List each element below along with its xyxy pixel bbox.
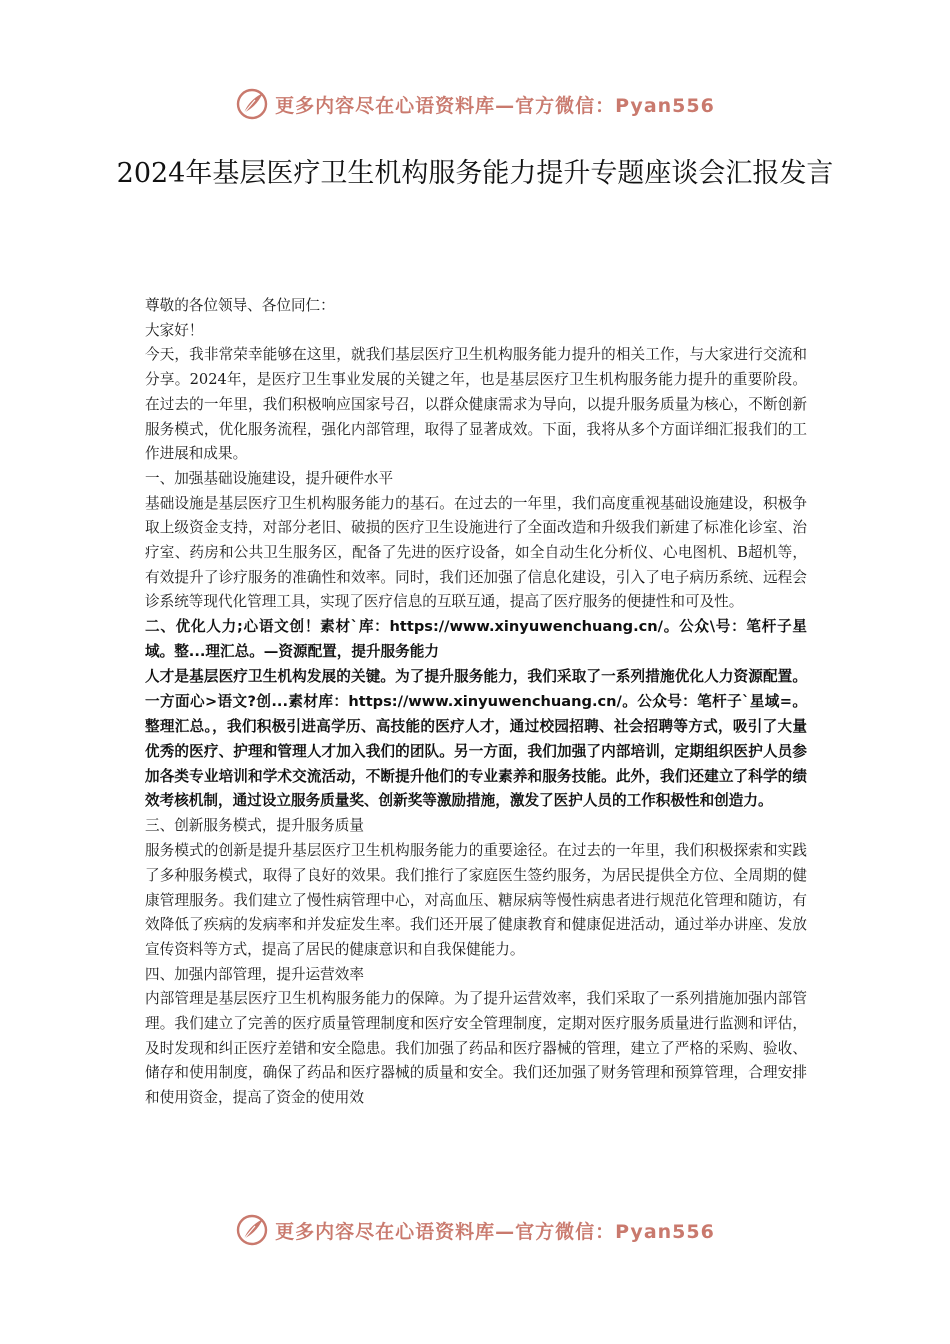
section-body-4: 内部管理是基层医疗卫生机构服务能力的保障。为了提升运营效率，我们采取了一系列措施加强内部管理。我们建立了完善的医疗质量管理制度和医疗安全管理制度，定期对医疗服务质量进行监测和评估，及时发现和纠正医疗差错和安全隐患。我们加强了药品和医疗器械的管理，建立了严格的采购、验收、储存和使用制度，确保了药品和医疗器械的质量和安全。我们还加强了财务管理和预算管理，合理安排和使用资金，提高了资金的使用效: [145, 990, 807, 1107]
section-heading-1: 一、加强基础设施建设，提升硬件水平: [145, 469, 394, 487]
greeting: 大家好！: [145, 321, 204, 339]
banner-text: 更多内容尽在心语资料库—官方微信：Pyan556: [275, 1220, 715, 1243]
footer-banner: [0, 1210, 950, 1250]
header-banner: [0, 84, 950, 124]
section-heading-3: 三、创新服务模式，提升服务质量: [145, 817, 364, 835]
section-heading-2: 二、优化人力;心语文创！素材`库：https://www.xinyuwenchuang.cn/。公众\号：笔杆子星域。整...理汇总。—资源配置，提升服务能力: [145, 618, 807, 661]
section-body-2: 人才是基层医疗卫生机构发展的关键。为了提升服务能力，我们采取了一系列措施优化人力资源配置。一方面心>语文?创...素材库：https://www.xinyuwenchuang.cn/。公众号：笔杆子`星域=。整理汇总。，我们积极引进高学历、高技能的医疗人才，通过校园招聘、社会招聘等方式，吸引了大量优秀的医疗、护理和管理人才加入我们的团队。另一方面，我们加强了内部培训，定期组织医护人员参加各类专业培训和学术交流活动，不断提升他们的专业素养和服务技能。此外，我们还建立了科学的绩效考核机制，通过设立服务质量奖、创新奖等激励措施，激发了医护人员的工作积极性和创造力。: [145, 667, 807, 810]
intro-paragraph: 今天，我非常荣幸能够在这里，就我们基层医疗卫生机构服务能力提升的相关工作，与大家进行交流和分享。2024年，是医疗卫生事业发展的关键之年，也是基层医疗卫生机构服务能力提升的重要阶段。在过去的一年里，我们积极响应国家号召，以群众健康需求为导向，以提升服务质量为核心，不断创新服务模式，优化服务流程，强化内部管理，取得了显著成效。下面，我将从多个方面详细汇报我们的工作进展和成果。: [145, 346, 807, 463]
section-body-3: 服务模式的创新是提升基层医疗卫生机构服务能力的重要途径。在过去的一年里，我们积极探索和实践了多种服务模式，取得了良好的效果。我们推行了家庭医生签约服务，为居民提供全方位、全周期的健康管理服务。我们建立了慢性病管理中心，对高血压、糖尿病等慢性病患者进行规范化管理和随访，有效降低了疾病的发病率和并发症发生率。我们还开展了健康教育和健康促进活动，通过举办讲座、发放宣传资料等方式，提高了居民的健康意识和自我保健能力。: [145, 842, 807, 958]
feather-pen-icon: [235, 1213, 269, 1247]
banner-text: 更多内容尽在心语资料库—官方微信：Pyan556: [275, 94, 715, 117]
feather-pen-icon: [235, 87, 269, 121]
document-body: [145, 294, 807, 1111]
section-heading-4: 四、加强内部管理，提升运营效率: [145, 965, 364, 983]
page-title: 2024年基层医疗卫生机构服务能力提升专题座谈会汇报发言: [116, 158, 834, 189]
salutation: 尊敬的各位领导、各位同仁：: [145, 297, 335, 314]
section-body-1: 基础设施是基层医疗卫生机构服务能力的基石。在过去的一年里，我们高度重视基础设施建设，积极争取上级资金支持，对部分老旧、破损的医疗卫生设施进行了全面改造和升级我们新建了标准化诊室、治疗室、药房和公共卫生服务区，配备了先进的医疗设备，如全自动生化分析仪、心电图机、B超机等，有效提升了诊疗服务的准确性和效率。同时，我们还加强了信息化建设，引入了电子病历系统、远程会诊系统等现代化管理工具，实现了医疗信息的互联互通，提高了医疗服务的便捷性和可及性。: [145, 494, 807, 611]
